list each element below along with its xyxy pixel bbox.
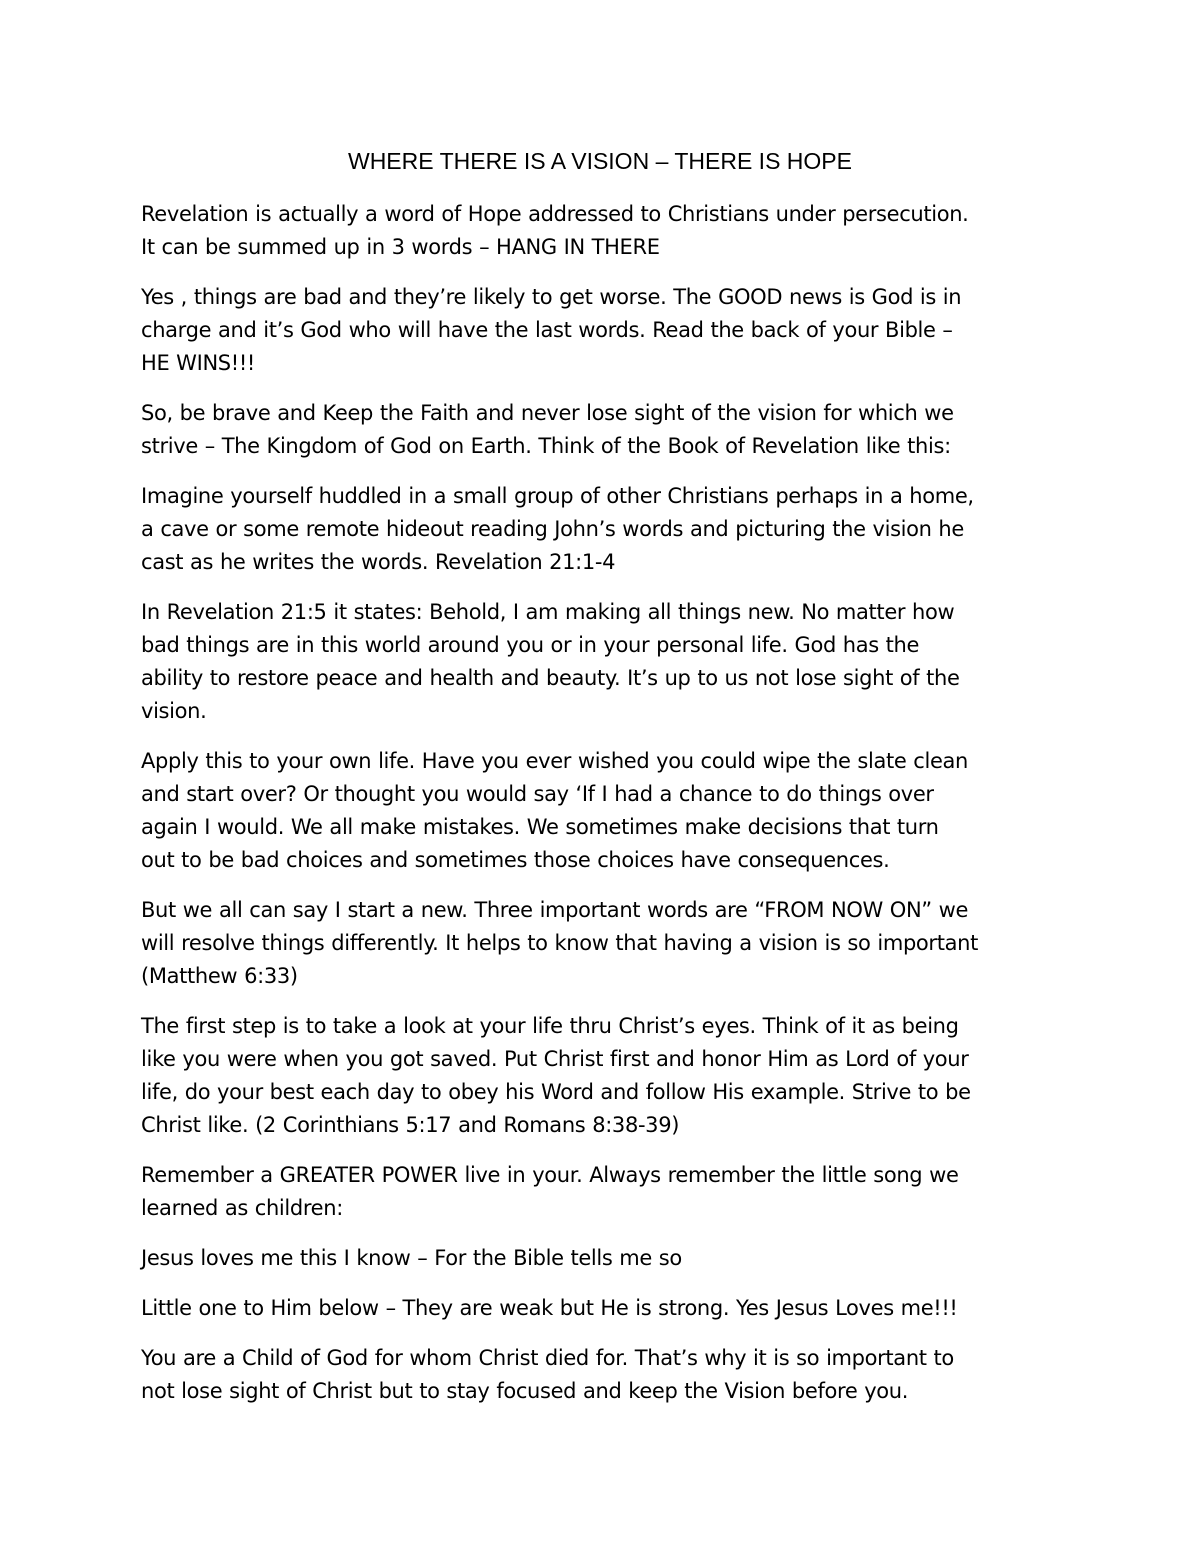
- paragraph: [141, 397, 1081, 463]
- text-line: not lose sight of Christ but to stay focused and keep the Vision before you.: [141, 1379, 909, 1403]
- paragraph: [141, 1292, 1081, 1325]
- text-line: Apply this to your own life. Have you ever wished you could wipe the slate clean: [141, 749, 968, 773]
- paragraph: [141, 745, 1081, 877]
- text-line: Little one to Him below – They are weak but He is strong. Yes Jesus Loves me!!!: [141, 1296, 958, 1320]
- text-line: and start over? Or thought you would say ‘If I had a chance to do things over: [141, 782, 934, 806]
- text-line: learned as children:: [141, 1196, 343, 1220]
- text-line: Christ like. (2 Corinthians 5:17 and Romans 8:38-39): [141, 1113, 680, 1137]
- text-line: Revelation is actually a word of Hope addressed to Christians under persecution.: [141, 202, 969, 226]
- text-line: again I would. We all make mistakes. We sometimes make decisions that turn: [141, 815, 939, 839]
- text-line: But we all can say I start a new. Three important words are “FROM NOW ON” we: [141, 898, 969, 922]
- text-line: Yes , things are bad and they’re likely to get worse. The GOOD news is God is in: [141, 285, 962, 309]
- text-line: bad things are in this world around you or in your personal life. God has the: [141, 633, 920, 657]
- text-line: So, be brave and Keep the Faith and never lose sight of the vision for which we: [141, 401, 954, 425]
- paragraph: [141, 894, 1081, 993]
- paragraph: [141, 596, 1081, 728]
- paragraph: [141, 198, 1081, 264]
- document-body: [141, 198, 1081, 1425]
- document-title: WHERE THERE IS A VISION – THERE IS HOPE: [347, 148, 852, 174]
- text-line: will resolve things differently. It helps to know that having a vision is so important: [141, 931, 978, 955]
- paragraph: [141, 1342, 1081, 1408]
- text-line: (Matthew 6:33): [141, 964, 298, 988]
- text-line: a cave or some remote hideout reading John’s words and picturing the vision he: [141, 517, 964, 541]
- text-line: charge and it’s God who will have the last words. Read the back of your Bible –: [141, 318, 953, 342]
- text-line: The first step is to take a look at your life thru Christ’s eyes. Think of it as being: [141, 1014, 959, 1038]
- text-line: cast as he writes the words. Revelation 21:1-4: [141, 550, 616, 574]
- text-line: out to be bad choices and sometimes those choices have consequences.: [141, 848, 890, 872]
- paragraph: [141, 281, 1081, 380]
- paragraph: [141, 1010, 1081, 1142]
- text-line: You are a Child of God for whom Christ died for. That’s why it is so important to: [141, 1346, 954, 1370]
- paragraph: [141, 1159, 1081, 1225]
- text-line: life, do your best each day to obey his Word and follow His example. Strive to be: [141, 1080, 971, 1104]
- paragraph: [141, 1242, 1081, 1275]
- text-line: strive – The Kingdom of God on Earth. Think of the Book of Revelation like this:: [141, 434, 951, 458]
- text-line: It can be summed up in 3 words – HANG IN THERE: [141, 235, 660, 259]
- text-line: ability to restore peace and health and beauty. It’s up to us not lose sight of the: [141, 666, 960, 690]
- text-line: Remember a GREATER POWER live in your. Always remember the little song we: [141, 1163, 959, 1187]
- text-line: Jesus loves me this I know – For the Bible tells me so: [141, 1246, 682, 1270]
- text-line: vision.: [141, 699, 207, 723]
- text-line: like you were when you got saved. Put Christ first and honor Him as Lord of your: [141, 1047, 969, 1071]
- paragraph: [141, 480, 1081, 579]
- text-line: Imagine yourself huddled in a small group of other Christians perhaps in a home,: [141, 484, 974, 508]
- text-line: HE WINS!!!: [141, 351, 255, 375]
- text-line: In Revelation 21:5 it states: Behold, I am making all things new. No matter how: [141, 600, 955, 624]
